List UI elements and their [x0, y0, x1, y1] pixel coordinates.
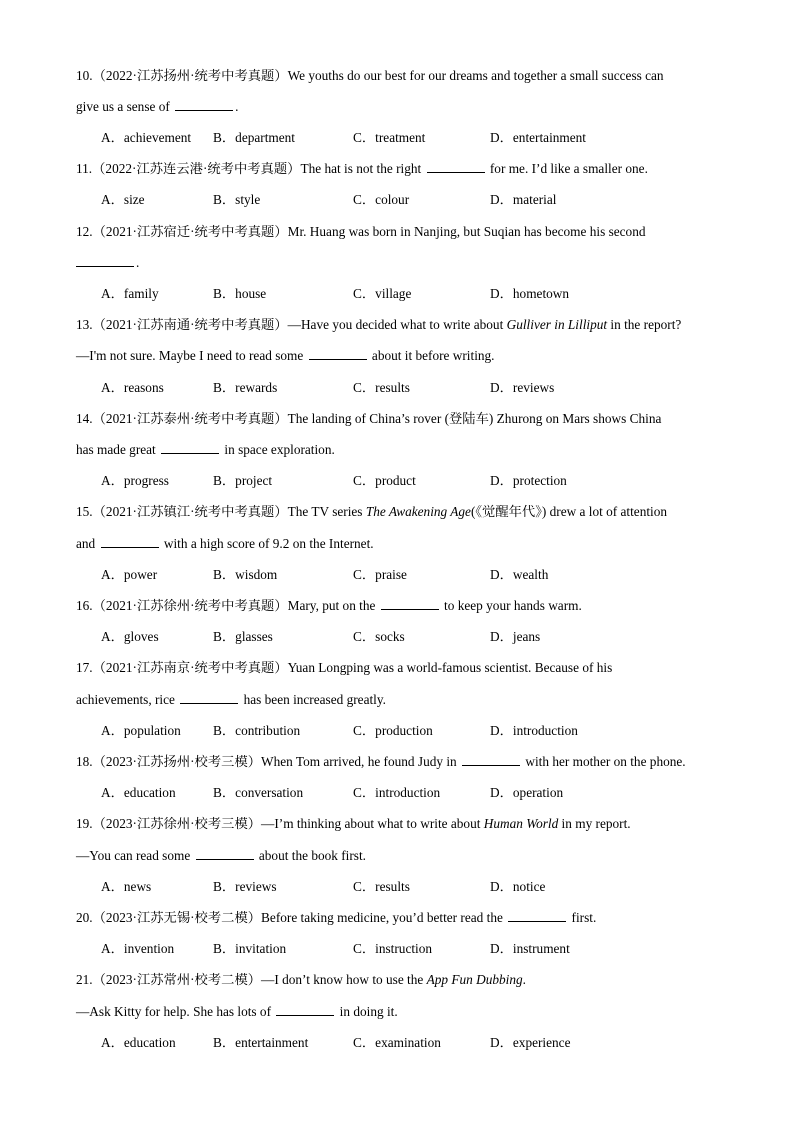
- question-source: （2021·江苏徐州·统考中考真题）: [92, 598, 288, 613]
- answer-blank: [161, 441, 219, 454]
- answer-blank: [508, 909, 566, 922]
- app-name: App Fun Dubbing: [426, 972, 523, 987]
- option-b[interactable]: B．invitation: [213, 941, 287, 956]
- question-text: .: [522, 972, 526, 987]
- question-text: for me. I’d like a smaller one.: [486, 161, 648, 176]
- option-c[interactable]: C．instruction: [353, 941, 433, 956]
- option-d[interactable]: D．jeans: [490, 629, 541, 644]
- option-a[interactable]: A．gloves: [101, 629, 159, 644]
- question-text: in the report?: [607, 317, 682, 332]
- option-d[interactable]: D．entertainment: [490, 130, 586, 145]
- option-c[interactable]: C．treatment: [353, 130, 426, 145]
- answer-blank: [381, 597, 439, 610]
- question-19-options: [101, 878, 721, 896]
- question-text: .: [136, 255, 140, 270]
- option-a[interactable]: A．progress: [101, 473, 169, 488]
- question-text: achievements, rice: [76, 692, 179, 707]
- question-15-options: [101, 566, 721, 584]
- answer-blank: [427, 160, 485, 173]
- question-text: (《觉醒年代》) drew a lot of attention: [470, 504, 668, 519]
- question-number: 17.: [76, 660, 93, 675]
- option-a[interactable]: A．achievement: [101, 130, 192, 145]
- question-18-options: [101, 784, 721, 802]
- option-a[interactable]: A．power: [101, 567, 158, 582]
- question-text: in space exploration.: [221, 442, 335, 457]
- question-19-line-2: [76, 847, 366, 865]
- question-14-line-2: [76, 441, 335, 459]
- option-d[interactable]: D．introduction: [490, 723, 578, 738]
- question-14-line-1: [76, 410, 661, 428]
- question-19-line-1: [76, 815, 631, 833]
- option-d[interactable]: D．hometown: [490, 286, 570, 301]
- option-d[interactable]: D．reviews: [490, 380, 555, 395]
- option-c[interactable]: C．village: [353, 286, 412, 301]
- question-21-options: [101, 1034, 721, 1052]
- question-16-line-1: [76, 597, 582, 615]
- option-b[interactable]: B．department: [213, 130, 295, 145]
- option-c[interactable]: C．results: [353, 380, 410, 395]
- question-14-options: [101, 472, 721, 490]
- option-c[interactable]: C．praise: [353, 567, 407, 582]
- option-b[interactable]: B．wisdom: [213, 567, 278, 582]
- question-text: —I’m thinking about what to write about: [261, 816, 484, 831]
- question-text: in doing it.: [336, 1004, 398, 1019]
- question-10-line-2: [76, 98, 238, 116]
- question-source: （2022·江苏扬州·统考中考真题）: [92, 68, 288, 83]
- question-16-options: [101, 628, 721, 646]
- question-11-line-1: [76, 160, 648, 178]
- answer-blank: [175, 98, 233, 111]
- question-number: 10.: [76, 68, 93, 83]
- question-text: The TV series: [287, 504, 366, 519]
- question-15-line-1: [76, 503, 667, 521]
- option-b[interactable]: B．glasses: [213, 629, 273, 644]
- question-13-line-2: [76, 347, 495, 365]
- question-source: （2021·江苏南通·统考中考真题）: [92, 317, 288, 332]
- question-number: 15.: [76, 504, 93, 519]
- option-b[interactable]: B．style: [213, 192, 261, 207]
- book-title: Human World: [483, 816, 559, 831]
- question-text: with a high score of 9.2 on the Internet.: [160, 536, 374, 551]
- question-text: about it before writing.: [368, 348, 495, 363]
- question-18-line-1: [76, 753, 686, 771]
- answer-blank: [309, 347, 367, 360]
- option-d[interactable]: D．wealth: [490, 567, 549, 582]
- question-source: （2022·江苏连云港·统考中考真题）: [92, 161, 301, 176]
- option-c[interactable]: C．colour: [353, 192, 410, 207]
- question-text: has made great: [76, 442, 160, 457]
- question-text: The landing of China’s rover (登陆车) Zhurong on Mars shows China: [287, 411, 662, 426]
- option-d[interactable]: D．instrument: [490, 941, 570, 956]
- option-d[interactable]: D．operation: [490, 785, 564, 800]
- question-number: 16.: [76, 598, 93, 613]
- series-title: The Awakening Age: [365, 504, 471, 519]
- question-17-options: [101, 722, 721, 740]
- question-source: （2023·江苏无锡·校考二模）: [92, 910, 262, 925]
- question-number: 11.: [76, 161, 93, 176]
- question-text: Mary, put on the: [287, 598, 379, 613]
- question-text: —Ask Kitty for help. She has lots of: [76, 1004, 275, 1019]
- option-b[interactable]: B．house: [213, 286, 267, 301]
- question-text: has been increased greatly.: [240, 692, 386, 707]
- question-number: 13.: [76, 317, 93, 332]
- question-number: 18.: [76, 754, 93, 769]
- question-text: with her mother on the phone.: [522, 754, 686, 769]
- option-c[interactable]: C．product: [353, 473, 416, 488]
- question-text: —I don’t know how to use the: [261, 972, 427, 987]
- option-a[interactable]: A．population: [101, 723, 181, 738]
- option-a[interactable]: A．news: [101, 879, 152, 894]
- question-text: —I'm not sure. Maybe I need to read some: [76, 348, 307, 363]
- option-b[interactable]: B．conversation: [213, 785, 304, 800]
- option-c[interactable]: C．examination: [353, 1035, 441, 1050]
- option-b[interactable]: B．rewards: [213, 380, 278, 395]
- question-21-line-2: [76, 1003, 398, 1021]
- question-text: When Tom arrived, he found Judy in: [261, 754, 461, 769]
- question-text: —You can read some: [76, 848, 194, 863]
- question-15-line-2: [76, 535, 374, 553]
- option-b[interactable]: B．contribution: [213, 723, 301, 738]
- question-text: Yuan Longping was a world-famous scientist. Because of his: [287, 660, 613, 675]
- question-source: （2023·江苏扬州·校考三模）: [92, 754, 262, 769]
- option-a[interactable]: A．invention: [101, 941, 175, 956]
- option-d[interactable]: D．experience: [490, 1035, 571, 1050]
- question-source: （2021·江苏镇江·统考中考真题）: [92, 504, 288, 519]
- question-text: give us a sense of: [76, 99, 174, 114]
- option-c[interactable]: C．introduction: [353, 785, 441, 800]
- question-source: （2021·江苏泰州·统考中考真题）: [92, 411, 288, 426]
- question-source: （2023·江苏徐州·校考三模）: [92, 816, 262, 831]
- question-13-options: [101, 379, 721, 397]
- option-d[interactable]: D．material: [490, 192, 557, 207]
- question-number: 21.: [76, 972, 93, 987]
- option-c[interactable]: C．production: [353, 723, 433, 738]
- question-text: We youths do our best for our dreams and together a small success can: [287, 68, 664, 83]
- question-source: （2021·江苏宿迁·统考中考真题）: [92, 224, 288, 239]
- question-number: 14.: [76, 411, 93, 426]
- question-number: 19.: [76, 816, 93, 831]
- question-13-line-1: [76, 316, 681, 334]
- option-b[interactable]: B．entertainment: [213, 1035, 309, 1050]
- answer-blank: [101, 535, 159, 548]
- question-text: .: [235, 99, 239, 114]
- book-title: Gulliver in Lilliput: [506, 317, 608, 332]
- question-12-options: [101, 285, 721, 303]
- option-c[interactable]: C．results: [353, 879, 410, 894]
- option-a[interactable]: A．size: [101, 192, 145, 207]
- question-text: Mr. Huang was born in Nanjing, but Suqian has become his second: [287, 224, 646, 239]
- question-11-options: [101, 191, 721, 209]
- question-text: to keep your hands warm.: [440, 598, 582, 613]
- option-b[interactable]: B．project: [213, 473, 273, 488]
- answer-blank: [76, 254, 134, 267]
- question-number: 12.: [76, 224, 93, 239]
- option-a[interactable]: A．education: [101, 785, 176, 800]
- question-12-line-2: [76, 254, 139, 272]
- question-10-line-1: [76, 67, 664, 85]
- option-d[interactable]: D．protection: [490, 473, 567, 488]
- answer-blank: [196, 847, 254, 860]
- question-12-line-1: [76, 223, 646, 241]
- question-17-line-1: [76, 659, 612, 677]
- option-a[interactable]: A．reasons: [101, 380, 164, 395]
- option-c[interactable]: C．socks: [353, 629, 405, 644]
- question-text: —Have you decided what to write about: [287, 317, 507, 332]
- question-text: first.: [568, 910, 597, 925]
- question-10-options: [101, 129, 721, 147]
- question-text: The hat is not the right: [300, 161, 425, 176]
- option-b[interactable]: B．reviews: [213, 879, 277, 894]
- question-text: about the book first.: [255, 848, 366, 863]
- option-a[interactable]: A．education: [101, 1035, 176, 1050]
- question-20-options: [101, 940, 721, 958]
- answer-blank: [276, 1003, 334, 1016]
- answer-blank: [462, 753, 520, 766]
- question-17-line-2: [76, 691, 386, 709]
- question-20-line-1: [76, 909, 596, 927]
- answer-blank: [180, 691, 238, 704]
- question-number: 20.: [76, 910, 93, 925]
- option-d[interactable]: D．notice: [490, 879, 546, 894]
- question-text: in my report.: [558, 816, 631, 831]
- question-text: Before taking medicine, you’d better read the: [261, 910, 507, 925]
- question-source: （2023·江苏常州·校考二模）: [92, 972, 262, 987]
- question-source: （2021·江苏南京·统考中考真题）: [92, 660, 288, 675]
- question-text: and: [76, 536, 99, 551]
- option-a[interactable]: A．family: [101, 286, 159, 301]
- question-21-line-1: [76, 971, 526, 989]
